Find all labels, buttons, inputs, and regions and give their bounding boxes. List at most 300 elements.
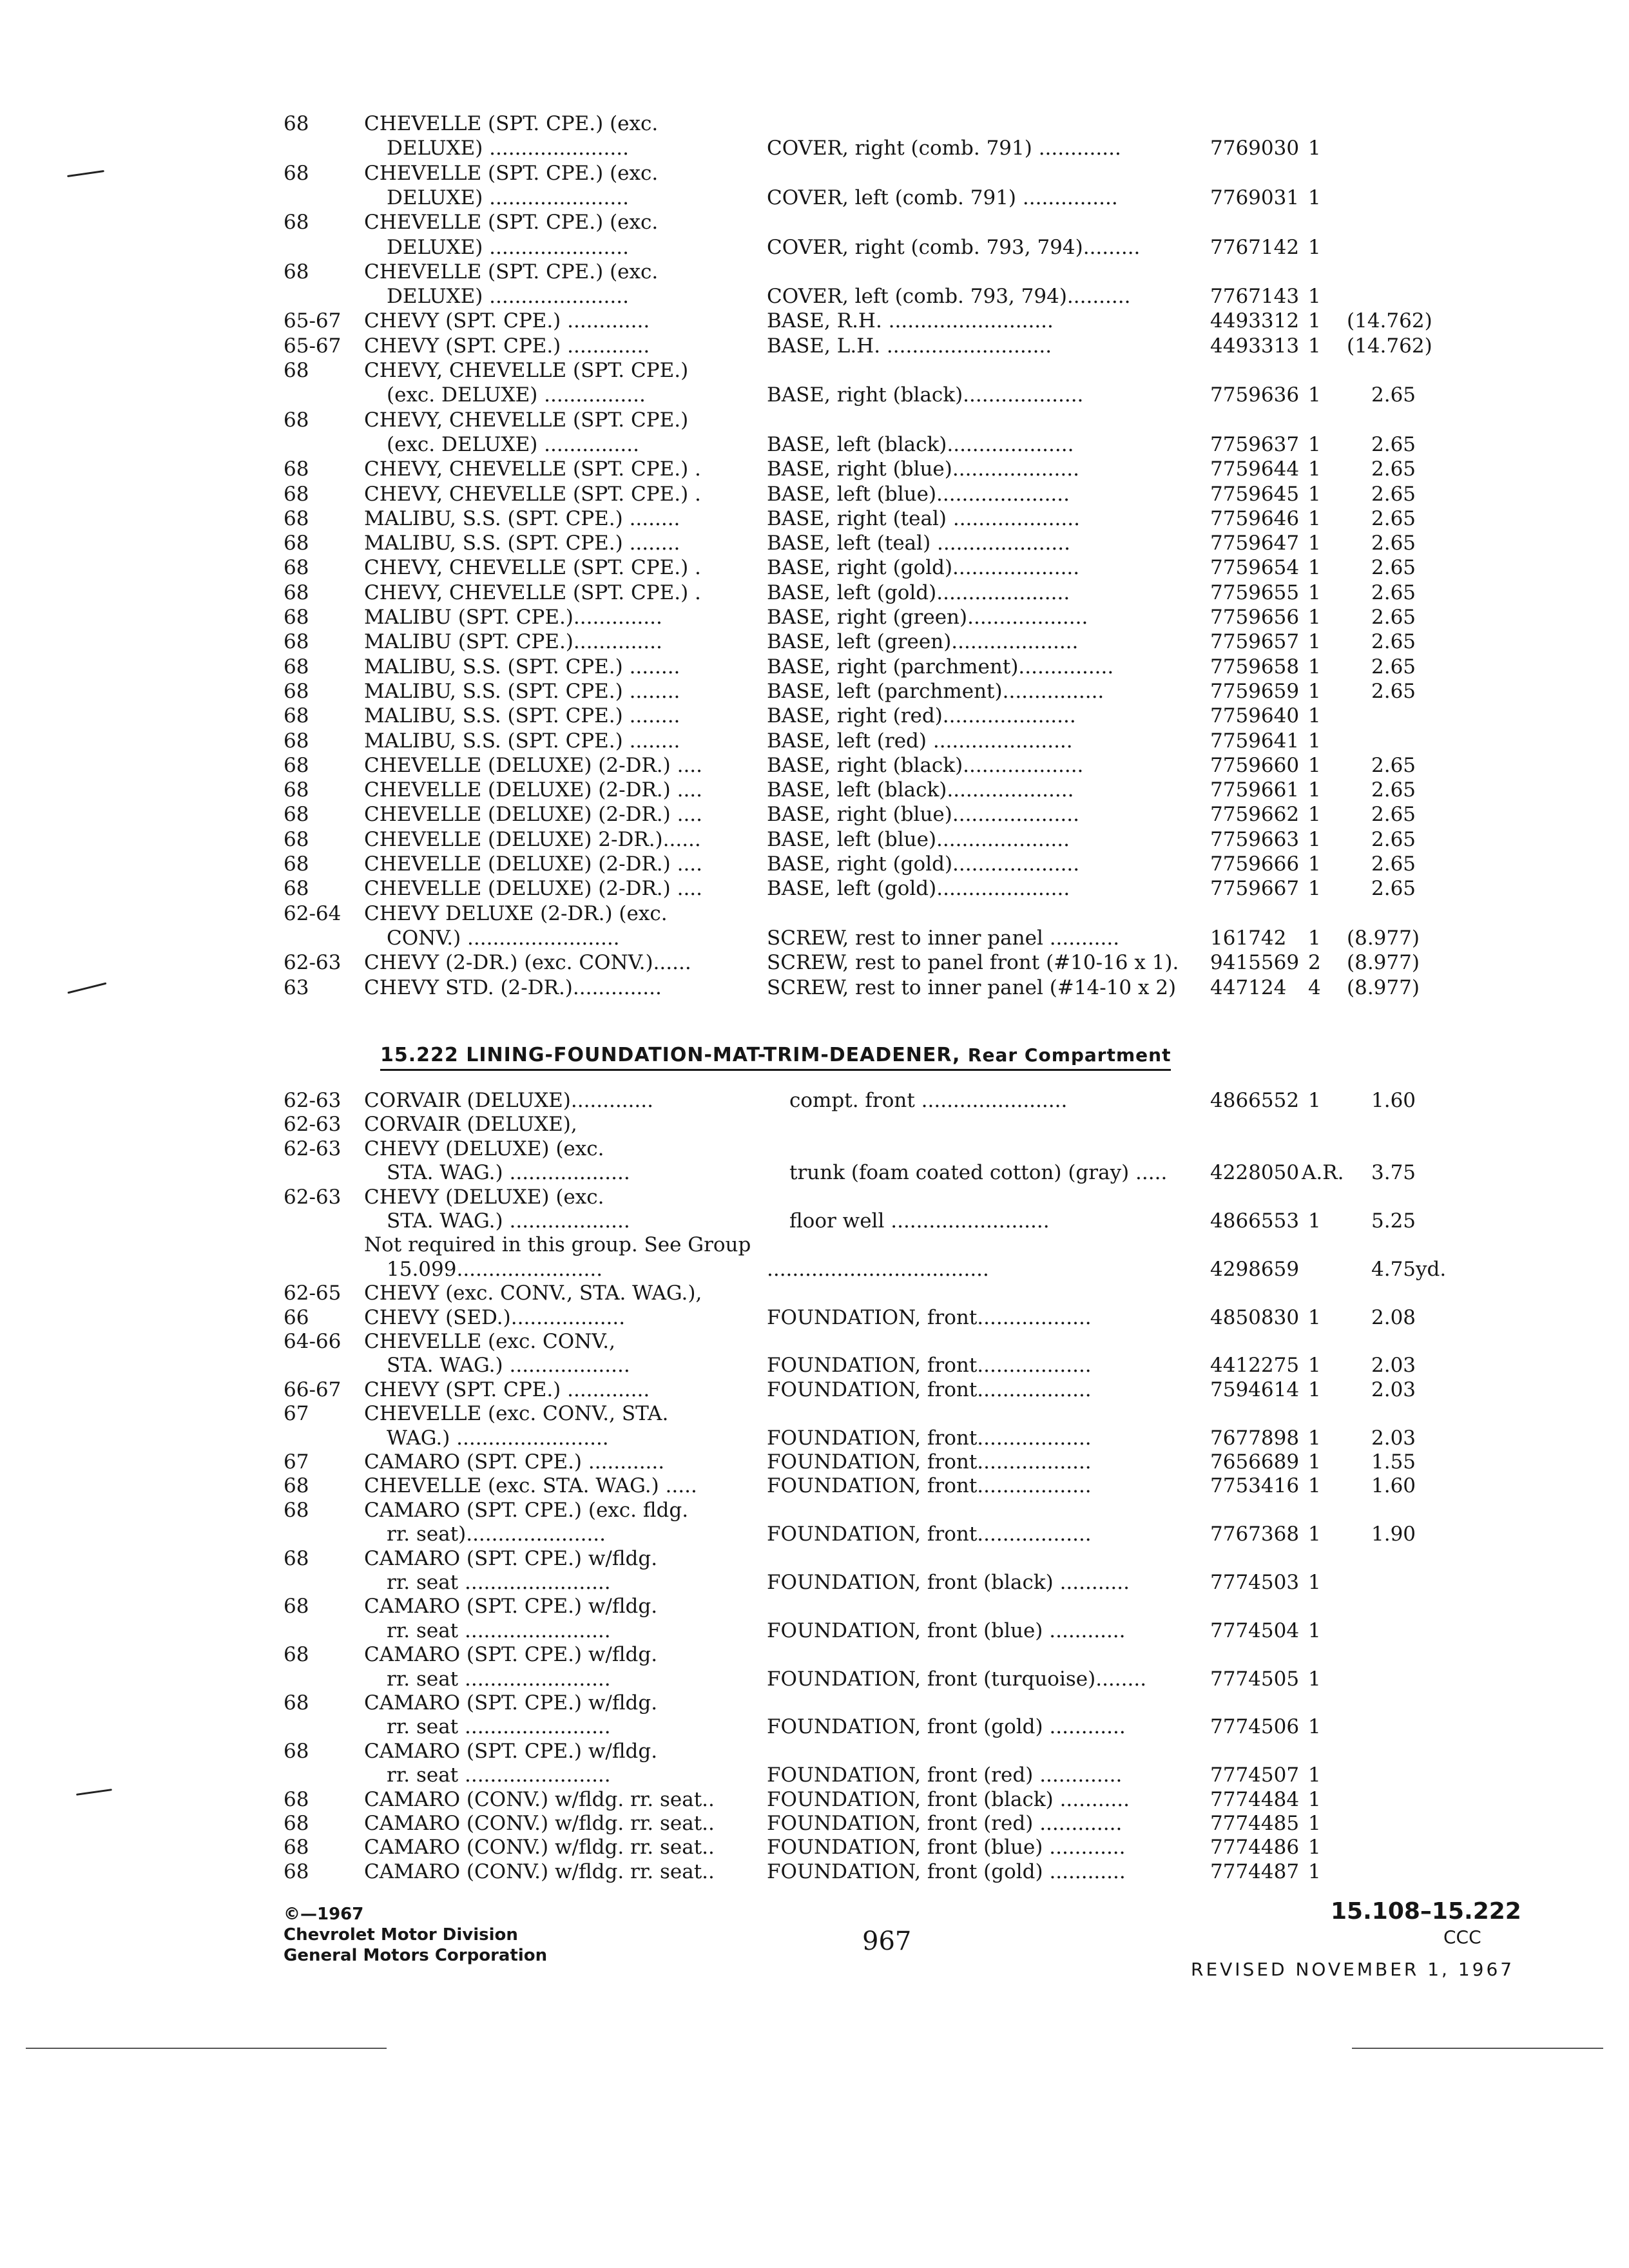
group-reference: 1.55 [1371,1450,1416,1474]
model-year: 66-67 [284,1378,342,1401]
group-range: 15.108–15.222 [1331,1898,1521,1925]
model-year: 68 [284,877,309,901]
quantity: 1 [1308,1474,1321,1498]
model-cell: CHEVY (2-DR.) (exc. CONV.)...... [364,951,691,975]
part-number: 7759645 [1210,482,1300,506]
part-number: 4866553 [1210,1209,1300,1233]
part-number: 7774507 [1210,1763,1300,1787]
part-number: 7759667 [1210,877,1300,901]
model-cell: CAMARO (SPT. CPE.) w/fldg. [364,1595,658,1619]
quantity: 1 [1308,556,1321,580]
quantity: 1 [1308,1667,1321,1691]
margin-mark [67,170,104,177]
description-cell: SCREW, rest to inner panel (#14-10 x 2) [767,975,1177,999]
quantity: 1 [1308,581,1321,604]
model-cell: CHEVY (SPT. CPE.) ............. [364,1378,650,1401]
quantity: 1 [1308,235,1321,259]
part-number: 7774506 [1210,1715,1300,1739]
part-number: 7759644 [1210,457,1300,481]
model-cell: DELUXE) ...................... [387,285,629,309]
description-cell: FOUNDATION, front.................. [767,1474,1092,1498]
group-reference: 5.25 [1371,1209,1416,1233]
part-number: 7594614 [1210,1378,1300,1401]
quantity: 1 [1308,1305,1321,1329]
model-year: 68 [284,457,309,481]
section-title: LINING-FOUNDATION-MAT-TRIM-DEADENER, [466,1044,961,1066]
part-number: 4866552 [1210,1089,1300,1112]
section-subtitle: Rear Compartment [967,1044,1171,1066]
model-cell: STA. WAG.) ................... [387,1354,630,1378]
group-reference: 2.08 [1371,1305,1416,1329]
model-year: 66 [284,1305,309,1329]
model-cell: CAMARO (CONV.) w/fldg. rr. seat.. [364,1860,715,1883]
description-cell: BASE, right (teal) .................... [767,506,1080,530]
quantity: 1 [1308,285,1321,309]
model-cell: MALIBU, S.S. (SPT. CPE.) ........ [364,532,680,555]
description-cell: SCREW, rest to inner panel ........... [767,926,1120,950]
model-year: 68 [284,753,309,777]
description-cell: trunk (foam coated cotton) (gray) ..... [789,1161,1168,1185]
model-year: 68 [284,1836,309,1860]
model-cell: STA. WAG.) ................... [387,1161,630,1185]
description-cell: BASE, left (gold)..................... [767,877,1070,901]
model-cell: CHEVY, CHEVELLE (SPT. CPE.) [364,359,689,382]
group-reference: (8.977) [1347,951,1420,975]
description-cell: FOUNDATION, front.................. [767,1450,1092,1474]
model-cell: CHEVY (SPT. CPE.) ............. [364,309,650,333]
model-year: 68 [284,506,309,530]
part-number: 7759640 [1210,704,1300,728]
part-number: 7759660 [1210,753,1300,777]
part-number: 7759641 [1210,729,1300,753]
description-cell: FOUNDATION, front (red) ............. [767,1812,1123,1835]
description-cell: BASE, right (gold).................... [767,556,1080,580]
model-cell: CHEVELLE (exc. STA. WAG.) ..... [364,1474,697,1498]
description-cell: BASE, left (teal) ..................... [767,532,1070,555]
part-number: 7769031 [1210,186,1300,209]
model-cell: CHEVY DELUXE (2-DR.) (exc. [364,901,668,925]
group-reference: 2.65 [1371,778,1416,802]
model-year: 65-67 [284,309,342,333]
description-cell: BASE, right (green)................... [767,606,1088,629]
model-cell: CHEVELLE (exc. CONV., STA. [364,1402,669,1426]
description-cell: FOUNDATION, front.................. [767,1354,1092,1378]
model-cell: DELUXE) ...................... [387,186,629,209]
description-cell: BASE, left (blue)..................... [767,482,1070,506]
copyright-line: ©—1967 [284,1905,364,1924]
model-year: 68 [284,778,309,802]
quantity: 1 [1308,1619,1321,1642]
quantity: 1 [1308,679,1321,703]
description-cell: FOUNDATION, front (black) ........... [767,1787,1130,1811]
group-reference: 2.65 [1371,532,1416,555]
description-cell: FOUNDATION, front.................. [767,1426,1092,1450]
group-reference: 2.65 [1371,827,1416,851]
quantity: 1 [1308,1523,1321,1546]
model-cell: rr. seat ....................... [387,1667,611,1691]
part-number: 7677898 [1210,1426,1300,1450]
model-cell: CAMARO (CONV.) w/fldg. rr. seat.. [364,1812,715,1835]
model-cell: CAMARO (CONV.) w/fldg. rr. seat.. [364,1836,715,1860]
part-number: 161742 [1210,926,1287,950]
part-number: 4298659 [1210,1257,1300,1281]
model-year: 68 [284,161,309,185]
quantity: 1 [1308,827,1321,851]
model-year: 68 [284,556,309,580]
quantity: 1 [1308,655,1321,678]
part-number: 7759656 [1210,606,1300,629]
description-cell: BASE, left (parchment)................ [767,679,1104,703]
model-year: 68 [284,1498,309,1522]
description-cell: FOUNDATION, front (gold) ............ [767,1860,1126,1883]
model-year: 68 [284,729,309,753]
section-number: 15.222 [380,1044,459,1066]
model-year: 68 [284,1691,309,1715]
division-line: Chevrolet Motor Division [284,1925,518,1945]
quantity: 1 [1308,137,1321,160]
description-cell: BASE, right (gold).................... [767,852,1080,876]
part-number: 7774503 [1210,1571,1300,1594]
model-year: 62-63 [284,1113,342,1137]
model-cell: CONV.) ........................ [387,926,620,950]
part-number: 7769030 [1210,137,1300,160]
model-year: 62-63 [284,951,342,975]
publisher-block [284,1904,547,1966]
model-year: 63 [284,975,309,999]
description-cell: ................................... [767,1257,989,1281]
description-cell: floor well ......................... [789,1209,1050,1233]
part-number: 7759654 [1210,556,1300,580]
quantity: 1 [1308,606,1321,629]
part-number: 7767368 [1210,1523,1300,1546]
group-reference: (14.762) [1347,334,1432,358]
part-number: 4412275 [1210,1354,1300,1378]
part-number: 7759658 [1210,655,1300,678]
model-cell: CHEVY, CHEVELLE (SPT. CPE.) . [364,457,701,481]
model-cell: MALIBU (SPT. CPE.).............. [364,630,662,654]
model-cell: CHEVY (DELUXE) (exc. [364,1185,604,1209]
quantity: 1 [1308,1209,1321,1233]
description-cell: BASE, R.H. .......................... [767,309,1054,333]
part-number: 7753416 [1210,1474,1300,1498]
part-number: 7656689 [1210,1450,1300,1474]
part-number: 7759636 [1210,383,1300,407]
quantity: 1 [1308,803,1321,827]
group-reference: 1.60 [1371,1474,1416,1498]
part-number: 7759647 [1210,532,1300,555]
model-cell: MALIBU, S.S. (SPT. CPE.) ........ [364,729,680,753]
group-reference: 2.65 [1371,753,1416,777]
description-cell: compt. front ....................... [789,1089,1068,1112]
description-cell: BASE, right (black)................... [767,753,1084,777]
model-year: 68 [284,679,309,703]
quantity: 1 [1308,334,1321,358]
part-number: 7759662 [1210,803,1300,827]
description-cell: BASE, right (red)..................... [767,704,1076,728]
model-year: 68 [284,655,309,678]
model-cell: CAMARO (SPT. CPE.) (exc. fldg. [364,1498,689,1522]
model-year: 68 [284,260,309,284]
model-year: 68 [284,852,309,876]
model-cell: CHEVELLE (DELUXE) 2-DR.)...... [364,827,701,851]
model-cell: MALIBU, S.S. (SPT. CPE.) ........ [364,704,680,728]
model-year: 62-65 [284,1282,342,1305]
part-number: 7774486 [1210,1836,1300,1860]
model-cell: CAMARO (SPT. CPE.) w/fldg. [364,1643,658,1667]
quantity: 1 [1308,1089,1321,1112]
revision-date: REVISED NOVEMBER 1, 1967 [1191,1959,1515,1980]
group-reference: 1.90 [1371,1523,1416,1546]
model-cell: CHEVY, CHEVELLE (SPT. CPE.) . [364,556,701,580]
quantity: 1 [1308,1836,1321,1860]
model-cell: CHEVELLE (DELUXE) (2-DR.) .... [364,852,703,876]
model-cell: CHEVELLE (DELUXE) (2-DR.) .... [364,778,703,802]
group-reference: 2.65 [1371,556,1416,580]
part-number: 7759663 [1210,827,1300,851]
quantity: 1 [1308,630,1321,654]
group-reference: 2.65 [1371,852,1416,876]
quantity: 1 [1308,383,1321,407]
model-year: 68 [284,1787,309,1811]
model-year: 68 [284,704,309,728]
page-number: 967 [862,1927,912,1956]
model-cell: CORVAIR (DELUXE), [364,1113,577,1137]
model-cell: CHEVY (DELUXE) (exc. [364,1137,604,1160]
model-year: 68 [284,630,309,654]
part-number: 7774505 [1210,1667,1300,1691]
description-cell: BASE, L.H. .......................... [767,334,1052,358]
model-cell: rr. seat)...................... [387,1523,606,1546]
model-cell: MALIBU (SPT. CPE.).............. [364,606,662,629]
quantity: 1 [1308,1426,1321,1450]
group-reference: 2.65 [1371,630,1416,654]
model-cell: rr. seat ....................... [387,1715,611,1739]
model-year: 68 [284,482,309,506]
model-cell: 15.099....................... [387,1257,603,1281]
group-reference: 2.65 [1371,877,1416,901]
quantity: 2 [1308,951,1321,975]
quantity: 1 [1308,1354,1321,1378]
quantity: 1 [1308,753,1321,777]
part-number: 7759659 [1210,679,1300,703]
model-year: 68 [284,606,309,629]
bottom-rule-right [1352,2048,1603,2049]
model-year: 68 [284,112,309,135]
quantity: 1 [1308,457,1321,481]
group-reference: 2.65 [1371,679,1416,703]
margin-mark [68,983,107,994]
model-year: 68 [284,1474,309,1498]
quantity: 1 [1308,432,1321,456]
model-year: 68 [284,408,309,432]
model-cell: CHEVELLE (DELUXE) (2-DR.) .... [364,753,703,777]
description-cell: BASE, left (blue)..................... [767,827,1070,851]
part-number: 4228050 [1210,1161,1300,1185]
part-number: 7774487 [1210,1860,1300,1883]
group-reference: 2.65 [1371,432,1416,456]
description-cell: COVER, left (comb. 793, 794).......... [767,285,1131,309]
model-cell: CHEVELLE (SPT. CPE.) (exc. [364,161,659,185]
description-cell: FOUNDATION, front (red) ............. [767,1763,1123,1787]
description-cell: BASE, left (green).................... [767,630,1079,654]
catalog-code: CCC [1443,1927,1481,1948]
group-reference: 2.65 [1371,383,1416,407]
bottom-rule-left [26,2048,387,2049]
part-number: 4493313 [1210,334,1300,358]
description-cell: BASE, left (gold)..................... [767,581,1070,604]
model-year: 68 [284,1546,309,1570]
model-cell: (exc. DELUXE) ............... [387,432,639,456]
part-number: 9415569 [1210,951,1300,975]
model-cell: CHEVY (exc. CONV., STA. WAG.), [364,1282,702,1305]
model-year: 64-66 [284,1330,342,1353]
model-year: 68 [284,1860,309,1883]
model-cell: CHEVELLE (DELUXE) (2-DR.) .... [364,803,703,827]
quantity: 1 [1308,1571,1321,1594]
quantity: 1 [1308,1812,1321,1835]
model-year: 68 [284,827,309,851]
quantity: 1 [1308,704,1321,728]
part-number: 4493312 [1210,309,1300,333]
description-cell: BASE, left (black).................... [767,432,1074,456]
part-number: 4850830 [1210,1305,1300,1329]
description-cell: BASE, right (blue).................... [767,457,1079,481]
group-reference: 1.60 [1371,1089,1416,1112]
model-year: 62-63 [284,1137,342,1160]
group-reference: 2.65 [1371,581,1416,604]
model-year: 68 [284,1739,309,1763]
model-year: 67 [284,1450,309,1474]
model-cell: rr. seat ....................... [387,1571,611,1594]
model-cell: DELUXE) ...................... [387,137,629,160]
model-cell: Not required in this group. See Group [364,1233,751,1257]
quantity: 1 [1308,482,1321,506]
quantity: 1 [1308,852,1321,876]
part-number: 7759661 [1210,778,1300,802]
model-year: 62-63 [284,1185,342,1209]
part-number: 7759657 [1210,630,1300,654]
model-cell: MALIBU, S.S. (SPT. CPE.) ........ [364,679,680,703]
quantity: 1 [1308,877,1321,901]
model-cell: CHEVY STD. (2-DR.).............. [364,975,662,999]
model-cell: CORVAIR (DELUXE)............. [364,1089,653,1112]
model-cell: CHEVELLE (DELUXE) (2-DR.) .... [364,877,703,901]
model-cell: CAMARO (SPT. CPE.) ............ [364,1450,665,1474]
group-reference: 2.65 [1371,606,1416,629]
group-reference: 2.03 [1371,1426,1416,1450]
quantity: 1 [1308,186,1321,209]
quantity: 1 [1308,1787,1321,1811]
description-cell: BASE, right (parchment)............... [767,655,1114,678]
quantity: 1 [1308,309,1321,333]
model-cell: STA. WAG.) ................... [387,1209,630,1233]
part-number: 7774485 [1210,1812,1300,1835]
model-cell: rr. seat ....................... [387,1763,611,1787]
description-cell: SCREW, rest to panel front (#10-16 x 1). [767,951,1179,975]
part-number: 7767142 [1210,235,1300,259]
group-reference: 2.65 [1371,803,1416,827]
model-cell: DELUXE) ...................... [387,235,629,259]
model-cell: CHEVY, CHEVELLE (SPT. CPE.) . [364,581,701,604]
group-reference: 4.75yd. [1371,1257,1447,1281]
description-cell: BASE, left (red) ...................... [767,729,1073,753]
group-reference: 2.65 [1371,457,1416,481]
quantity: 1 [1308,1860,1321,1883]
model-year: 62-64 [284,901,342,925]
quantity: 1 [1308,1763,1321,1787]
description-cell: FOUNDATION, front (blue) ............ [767,1619,1126,1642]
group-reference: 2.03 [1371,1378,1416,1401]
model-year: 68 [284,803,309,827]
model-cell: rr. seat ....................... [387,1619,611,1642]
model-cell: CHEVELLE (exc. CONV., [364,1330,615,1353]
quantity: A.R. [1302,1161,1344,1185]
model-cell: CHEVY, CHEVELLE (SPT. CPE.) . [364,482,701,506]
model-cell: CHEVY (SED.).................. [364,1305,626,1329]
group-reference: 2.65 [1371,655,1416,678]
model-cell: CHEVY, CHEVELLE (SPT. CPE.) [364,408,689,432]
model-cell: MALIBU, S.S. (SPT. CPE.) ........ [364,655,680,678]
part-number: 7759637 [1210,432,1300,456]
model-cell: MALIBU, S.S. (SPT. CPE.) ........ [364,506,680,530]
quantity: 1 [1308,1450,1321,1474]
description-cell: FOUNDATION, front (black) ........... [767,1571,1130,1594]
part-number: 7759655 [1210,581,1300,604]
description-cell: COVER, left (comb. 791) ............... [767,186,1118,209]
group-reference: (8.977) [1347,975,1420,999]
model-year: 62-63 [284,1089,342,1112]
model-cell: CAMARO (SPT. CPE.) w/fldg. [364,1546,658,1570]
model-year: 67 [284,1402,309,1426]
model-cell: CAMARO (SPT. CPE.) w/fldg. [364,1739,658,1763]
part-number: 447124 [1210,975,1287,999]
model-year: 68 [284,359,309,382]
part-number: 7774484 [1210,1787,1300,1811]
part-number: 7774504 [1210,1619,1300,1642]
quantity: 1 [1308,506,1321,530]
model-cell: (exc. DELUXE) ................ [387,383,646,407]
model-cell: WAG.) ........................ [387,1426,609,1450]
group-reference: (8.977) [1347,926,1420,950]
quantity: 1 [1308,778,1321,802]
quantity: 1 [1308,532,1321,555]
model-year: 68 [284,1643,309,1667]
description-cell: BASE, right (black)................... [767,383,1084,407]
part-number: 7759646 [1210,506,1300,530]
model-cell: CHEVELLE (SPT. CPE.) (exc. [364,260,659,284]
group-reference: 2.65 [1371,482,1416,506]
quantity: 1 [1308,1378,1321,1401]
description-cell: FOUNDATION, front (gold) ............ [767,1715,1126,1739]
description-cell: COVER, right (comb. 793, 794)......... [767,235,1141,259]
description-cell: BASE, right (blue).................... [767,803,1079,827]
corporation-line: General Motors Corporation [284,1946,548,1965]
description-cell: FOUNDATION, front (turquoise)........ [767,1667,1147,1691]
section-heading [380,1044,1171,1071]
model-cell: CHEVELLE (SPT. CPE.) (exc. [364,211,659,235]
quantity: 1 [1308,729,1321,753]
part-number: 7759666 [1210,852,1300,876]
group-reference: 2.03 [1371,1354,1416,1378]
description-cell: FOUNDATION, front.................. [767,1378,1092,1401]
group-reference: (14.762) [1347,309,1432,333]
model-cell: CHEVY (SPT. CPE.) ............. [364,334,650,358]
quantity: 4 [1308,975,1321,999]
model-year: 65-67 [284,334,342,358]
model-year: 68 [284,532,309,555]
group-reference: 3.75 [1371,1161,1416,1185]
quantity: 1 [1308,926,1321,950]
